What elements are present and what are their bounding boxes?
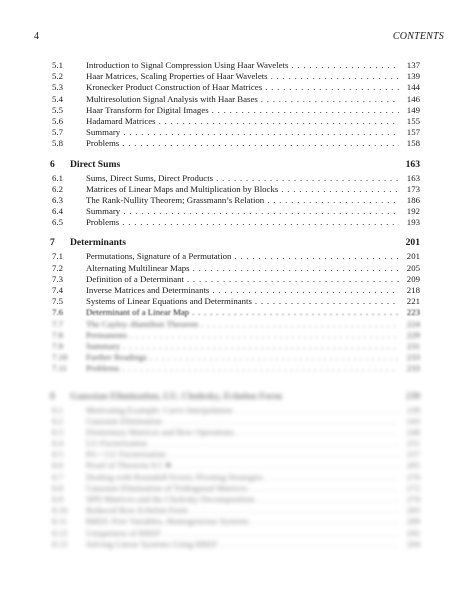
toc-entry-5-2[interactable] — [50, 71, 420, 82]
section-page: 224 — [406, 318, 420, 329]
section-number: 7.11 — [52, 363, 68, 374]
section-page: 149 — [406, 104, 420, 115]
section-title: RREF, Free Variables, Homogeneous Systems — [86, 516, 249, 527]
section-title: Multiresolution Signal Analysis with Haar Bases — [86, 93, 258, 104]
toc-entry-7-4[interactable] — [50, 285, 420, 296]
section-title: Elementary Matrices and Row Operations — [86, 426, 235, 437]
section-number: 8.2 — [52, 415, 63, 426]
section-number: 8.9 — [52, 494, 63, 504]
dot-leader — [291, 60, 399, 71]
dot-leader — [187, 274, 399, 285]
dot-leader — [266, 472, 399, 483]
section-page: 137 — [406, 60, 420, 70]
toc-entry-7-5[interactable] — [50, 296, 420, 307]
dot-leader — [234, 251, 399, 262]
chapter-number: 8 — [50, 390, 55, 402]
section-page: 209 — [406, 273, 420, 284]
section-number: 8.1 — [52, 404, 63, 415]
section-title: Gaussian Elimination of Tridiagonal Matrices — [86, 482, 248, 493]
dot-leader — [122, 363, 399, 374]
section-number: 6.1 — [52, 172, 63, 183]
toc-entry-8-1[interactable] — [50, 405, 420, 416]
section-title: LU-Factorization — [86, 438, 148, 449]
dot-leader — [191, 505, 399, 516]
chapter-7-heading[interactable] — [50, 237, 420, 249]
section-title: Gaussian Elimination — [86, 415, 162, 426]
section-title: Determinant of a Linear Map — [86, 307, 190, 318]
section-page: 186 — [406, 194, 420, 205]
dot-leader — [261, 94, 399, 105]
toc-entry-8-6[interactable] — [50, 460, 420, 471]
toc-entry-8-9[interactable] — [50, 494, 420, 505]
section-number: 6.4 — [52, 206, 63, 217]
chapter-6-heading[interactable] — [50, 159, 420, 171]
section-page: 201 — [406, 251, 420, 262]
dot-leader — [250, 483, 399, 494]
section-number: 8.7 — [52, 471, 63, 482]
section-number: 5.2 — [52, 71, 63, 82]
toc-entry-8-7[interactable] — [50, 472, 420, 483]
section-number: 7.5 — [52, 296, 63, 307]
section-page: 218 — [406, 285, 420, 295]
dot-leader — [212, 285, 399, 296]
section-page: 233 — [406, 363, 420, 374]
chapter-6-sections — [50, 173, 420, 229]
dot-leader — [122, 217, 399, 228]
toc-entry-7-1[interactable] — [50, 251, 420, 262]
section-number: 7.2 — [52, 262, 63, 273]
section-title: Uniqueness of RREF — [86, 527, 161, 538]
toc-entry-6-1[interactable] — [50, 173, 420, 184]
section-title: Hadamard Matrices — [86, 115, 156, 126]
toc-entry-6-4[interactable] — [50, 206, 420, 217]
section-page: 205 — [406, 262, 420, 273]
dot-leader — [159, 116, 399, 127]
section-number: 8.11 — [52, 516, 68, 527]
section-title: The Cayley–Hamilton Theorem — [86, 318, 199, 329]
dot-leader — [255, 296, 399, 307]
chapter-7-sections-blurred — [50, 319, 420, 375]
chapter-title: Gaussian Elimination, LU, Cholesky, Echelon Form — [70, 390, 283, 402]
dot-leader — [216, 173, 399, 184]
section-number: 5.3 — [52, 82, 63, 93]
dot-leader — [252, 516, 399, 527]
toc-entry-7-2[interactable] — [50, 263, 420, 274]
section-number: 6.3 — [52, 194, 63, 205]
toc-entry-5-4[interactable] — [50, 94, 420, 105]
section-page: 270 — [406, 471, 420, 482]
dot-leader — [265, 82, 399, 93]
dot-leader — [193, 263, 399, 274]
dot-leader — [267, 195, 399, 206]
section-number: 8.8 — [52, 482, 63, 493]
toc-entry-7-6[interactable] — [50, 307, 420, 318]
dot-leader — [130, 330, 399, 341]
section-title: Reduced Row Echelon Form — [86, 505, 188, 516]
section-title: Summary — [86, 340, 121, 351]
section-page: 173 — [406, 183, 420, 194]
section-number: 7.3 — [52, 273, 63, 284]
section-title: PA = LU Factorization — [86, 449, 166, 460]
chapter-number: 7 — [50, 237, 55, 249]
section-page: 221 — [406, 296, 420, 307]
section-page: 251 — [406, 438, 420, 449]
section-number: 8.12 — [52, 527, 68, 538]
toc-entry-6-5[interactable] — [50, 217, 420, 228]
page-number: 4 — [34, 31, 39, 42]
toc-entry-7-8[interactable] — [50, 330, 420, 341]
section-title: Dealing with Roundoff Errors; Pivoting Strategies — [86, 471, 263, 482]
dot-leader — [237, 427, 399, 438]
section-page: 157 — [406, 127, 420, 138]
section-title: Proof of Theorem 8.5 ★ — [86, 460, 173, 471]
section-title: Sums, Direct Sums, Direct Products — [86, 172, 214, 183]
toc-entry-8-11[interactable] — [50, 516, 420, 527]
section-number: 7.1 — [52, 251, 63, 262]
section-title: Solving Linear Systems Using RREF — [86, 538, 218, 549]
dot-leader — [150, 438, 399, 449]
dot-leader — [192, 307, 399, 318]
section-page: 144 — [406, 82, 420, 93]
dot-leader — [212, 105, 399, 116]
section-title: Further Readings — [86, 352, 147, 363]
section-title: Introduction to Signal Compression Using Haar Wavelets — [86, 60, 289, 70]
section-page: 265 — [406, 460, 420, 471]
page-header — [34, 31, 444, 45]
section-page: 274 — [406, 494, 420, 504]
chapter-title: Direct Sums — [70, 158, 121, 170]
toc-entry-5-6[interactable] — [50, 116, 420, 127]
toc-entry-5-3[interactable] — [50, 82, 420, 93]
section-page: 155 — [406, 115, 420, 126]
toc-entry-8-13[interactable] — [50, 539, 420, 550]
section-page: 243 — [406, 415, 420, 426]
section-number: 7.8 — [52, 329, 63, 340]
toc-entry-8-10[interactable] — [50, 505, 420, 516]
section-title: Kronecker Product Construction of Haar Matrices — [86, 82, 263, 93]
section-title: Matrices of Linear Maps and Multiplication by Blocks — [86, 183, 279, 194]
toc-entry-7-3[interactable] — [50, 274, 420, 285]
dot-leader — [123, 341, 399, 352]
section-number: 5.5 — [52, 104, 63, 115]
section-title: The Rank-Nullity Theorem; Grassmann’s Relation — [86, 194, 265, 205]
section-page: 223 — [406, 307, 420, 318]
section-title: Problems — [86, 138, 120, 149]
section-number: 8.13 — [52, 538, 68, 549]
dot-leader — [271, 71, 399, 82]
section-number: 7.10 — [52, 352, 68, 363]
dot-leader — [165, 416, 399, 427]
toc-entry-7-10[interactable] — [50, 352, 420, 363]
chapter-page: 201 — [405, 237, 420, 249]
section-title: Permutations, Signature of a Permutation — [86, 251, 232, 262]
section-number: 5.7 — [52, 127, 63, 138]
section-number: 7.6 — [52, 307, 63, 318]
toc-entry-8-2[interactable] — [50, 416, 420, 427]
section-page: 257 — [406, 449, 420, 460]
section-title: Inverse Matrices and Determinants — [86, 285, 210, 295]
chapter-page: 163 — [405, 158, 420, 170]
table-of-contents — [50, 60, 420, 550]
section-page: 272 — [406, 482, 420, 493]
dot-leader — [235, 405, 399, 416]
section-number: 8.4 — [52, 438, 63, 449]
section-number: 5.8 — [52, 138, 63, 149]
section-number: 8.6 — [52, 460, 63, 471]
section-page: 146 — [406, 93, 420, 104]
toc-entry-8-8[interactable] — [50, 483, 420, 494]
toc-entry-7-7[interactable] — [50, 319, 420, 330]
section-number: 6.5 — [52, 217, 63, 228]
dot-leader — [122, 138, 399, 149]
toc-entry-6-2[interactable] — [50, 184, 420, 195]
section-page: 139 — [406, 71, 420, 82]
section-title: Permanents — [86, 329, 128, 340]
section-number: 8.5 — [52, 449, 63, 460]
section-title: Summary — [86, 206, 121, 217]
section-page: 294 — [406, 538, 420, 549]
section-page: 239 — [406, 404, 420, 415]
section-title: Alternating Multilinear Maps — [86, 262, 190, 273]
dot-leader — [169, 449, 399, 460]
toc-entry-5-1[interactable] — [50, 60, 420, 71]
section-page: 233 — [406, 352, 420, 363]
section-title: SPD Matrices and the Cholesky Decomposition — [86, 494, 255, 504]
section-number: 5.6 — [52, 115, 63, 126]
section-title: Systems of Linear Equations and Determinants — [86, 296, 252, 307]
toc-entry-5-7[interactable] — [50, 127, 420, 138]
section-number: 8.10 — [52, 505, 68, 516]
section-title: Problems — [86, 363, 120, 374]
dot-leader — [201, 319, 399, 330]
section-page: 193 — [406, 217, 420, 228]
section-number: 5.1 — [52, 60, 63, 70]
section-number: 6.2 — [52, 183, 63, 194]
dot-leader — [257, 494, 399, 505]
section-page: 289 — [406, 516, 420, 527]
section-number: 8.3 — [52, 426, 63, 437]
dot-leader — [123, 206, 399, 217]
section-page: 292 — [406, 527, 420, 538]
toc-entry-8-4[interactable] — [50, 438, 420, 449]
section-number: 5.4 — [52, 93, 63, 104]
dot-leader — [281, 184, 399, 195]
toc-entry-7-11[interactable] — [50, 363, 420, 374]
chapter-7-sections — [50, 251, 420, 374]
section-title: Problems — [86, 217, 120, 228]
section-page: 192 — [406, 206, 420, 217]
section-title: Haar Transform for Digital Images — [86, 104, 209, 115]
section-number: 7.7 — [52, 318, 63, 329]
dot-leader — [123, 127, 399, 138]
toc-entry-5-8[interactable] — [50, 138, 420, 149]
dot-leader — [164, 528, 399, 539]
dot-leader — [175, 460, 399, 471]
toc-entry-8-5[interactable] — [50, 449, 420, 460]
section-title: Definition of a Determinant — [86, 273, 184, 284]
section-page: 163 — [406, 172, 420, 183]
section-page: 158 — [406, 138, 420, 149]
section-title: Motivating Example: Curve Interpolation — [86, 404, 233, 415]
dot-leader — [150, 352, 399, 363]
toc-entry-8-12[interactable] — [50, 528, 420, 539]
chapter-page: 239 — [405, 390, 420, 402]
toc-entry-6-3[interactable] — [50, 195, 420, 206]
section-number: 7.4 — [52, 285, 63, 295]
section-page: 231 — [406, 340, 420, 351]
chapter-number: 6 — [50, 158, 55, 170]
chapter-8-block — [50, 391, 420, 550]
section-page: 229 — [406, 329, 420, 340]
section-page: 283 — [406, 505, 420, 516]
section-number: 7.9 — [52, 340, 63, 351]
section-title: Summary — [86, 127, 121, 138]
chapter-title: Determinants — [70, 237, 126, 249]
section-title: Haar Matrices, Scaling Properties of Haar Wavelets — [86, 71, 268, 82]
toc-entry-7-9[interactable] — [50, 341, 420, 352]
running-head: CONTENTS — [392, 31, 444, 42]
toc-entry-8-3[interactable] — [50, 427, 420, 438]
chapter-5-sections — [50, 60, 420, 150]
chapter-8-heading[interactable] — [50, 391, 420, 403]
section-page: 248 — [406, 426, 420, 437]
toc-entry-5-5[interactable] — [50, 105, 420, 116]
dot-leader — [220, 539, 399, 550]
